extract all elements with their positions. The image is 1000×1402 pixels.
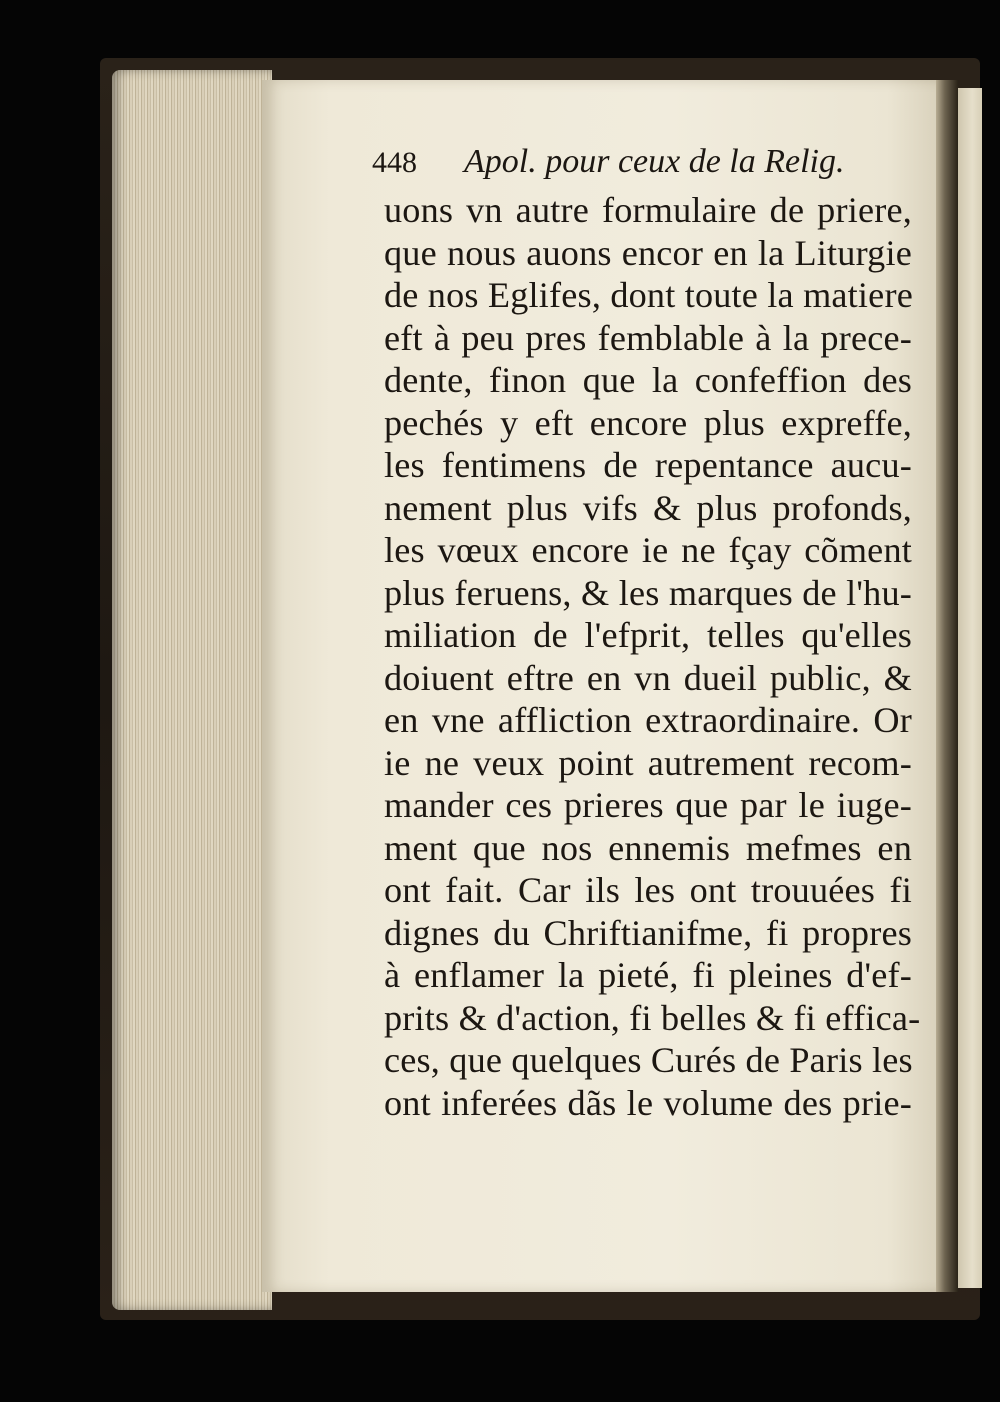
text-line: pechés y eft encore plus expreffe,: [384, 402, 912, 443]
text-line: ie ne veux point autrement recom-: [384, 742, 912, 783]
text-block: [372, 143, 921, 1124]
page-header: [372, 143, 912, 189]
text-line: que nous auons encor en la Liturgie: [384, 232, 912, 273]
page-edges: [112, 70, 272, 1310]
gutter-shadow: [936, 80, 958, 1292]
text-line: ces, que quelques Curés de Paris les: [384, 1040, 913, 1080]
text-line: miliation de l'efprit, telles qu'elles: [384, 615, 912, 655]
text-line: les fentimens de repentance aucu-: [384, 445, 912, 485]
text-line: nement plus vifs & plus profonds,: [384, 487, 912, 528]
text-line: eft à peu pres femblable à la prece-: [384, 317, 912, 358]
text-line: ont fait. Car ils les ont trouuées fi: [384, 870, 912, 910]
body-text: [384, 189, 921, 1124]
text-line: ont inferées dãs le volume des prie-: [384, 1082, 912, 1123]
text-line: prits & d'action, fi belles & fi effica-: [384, 997, 921, 1038]
text-line: de nos Eglifes, dont toute la matiere: [384, 275, 913, 315]
text-line: plus feruens, & les marques de l'hu-: [384, 572, 912, 613]
text-line: les vœux encore ie ne fçay cõment: [384, 530, 912, 570]
text-line: mander ces prieres que par le iuge-: [384, 785, 912, 825]
text-line: dignes du Chriftianifme, fi propres: [384, 912, 912, 953]
text-line: doiuent eftre en vn dueil public, &: [384, 657, 912, 698]
text-line: ment que nos ennemis mefmes en: [384, 827, 912, 868]
text-line: uons vn autre formulaire de priere,: [384, 190, 912, 230]
page-number: 448: [372, 146, 417, 179]
text-line: dente, finon que la confeffion des: [384, 360, 912, 400]
right-page-edge: [958, 88, 982, 1288]
running-title: Apol. pour ceux de la Relig.: [464, 143, 845, 180]
text-line: en vne affliction extraordinaire. Or: [384, 700, 912, 740]
text-line: à enflamer la pieté, fi pleines d'ef-: [384, 955, 912, 995]
